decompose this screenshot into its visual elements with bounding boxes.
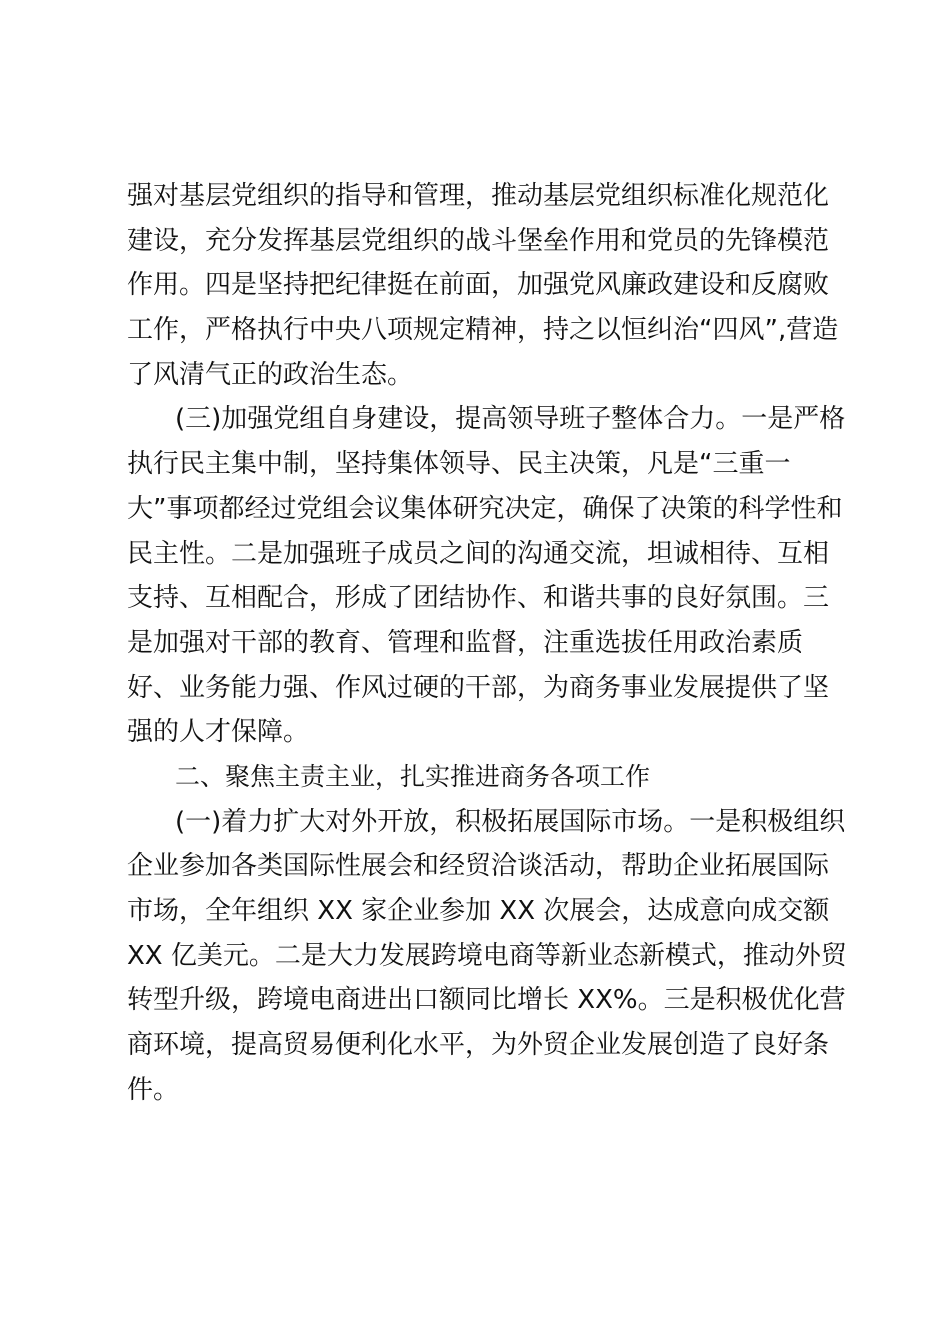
text-line: (三)加强党组自身建设，提高领导班子整体合力。一是严格 — [175, 404, 846, 435]
text-line: 企业参加各类国际性展会和经贸洽谈活动，帮助企业拓展国际 — [127, 851, 830, 882]
text-line: 作用。四是坚持把纪律挺在前面，加强党风廉政建设和反腐败 — [127, 270, 830, 301]
text-line: 建设，充分发挥基层党组织的战斗堡垒作用和党员的先锋模范 — [127, 225, 830, 256]
text-line: 工作，严格执行中央八项规定精神，持之以恒纠治“四风”,营造 — [127, 315, 839, 346]
text-line: 强对基层党组织的指导和管理，推动基层党组织标准化规范化 — [127, 181, 830, 211]
text-line: 强的人才保障。 — [127, 717, 310, 748]
text-line: 民主性。二是加强班子成员之间的沟通交流，坦诚相待、互相 — [127, 538, 830, 569]
text-line: 执行民主集中制，坚持集体领导、民主决策，凡是“三重一 — [127, 449, 791, 480]
document-body — [127, 174, 847, 1112]
section-heading: 二、聚焦主责主业，扎实推进商务各项工作 — [175, 761, 651, 791]
text-line: 好、业务能力强、作风过硬的干部，为商务事业发展提供了坚 — [127, 672, 830, 703]
text-line: 转型升级，跨境电商进出口额同比增长 XX%。三是积极优化营 — [127, 985, 846, 1016]
text-line: 了风清气正的政治生态。 — [127, 359, 414, 390]
text-line: XX 亿美元。二是大力发展跨境电商等新业态新模式，推动外贸 — [127, 940, 847, 971]
text-line: 支持、互相配合，形成了团结协作、和谐共事的良好氛围。三 — [127, 583, 830, 614]
text-line: 是加强对干部的教育、管理和监督，注重选拔任用政治素质 — [127, 627, 804, 658]
text-line: 大”事项都经过党组会议集体研究决定，确保了决策的科学性和 — [127, 493, 843, 524]
text-line: 市场，全年组织 XX 家企业参加 XX 次展会，达成意向成交额 — [127, 896, 830, 926]
text-line: (一)着力扩大对外开放，积极拓展国际市场。一是积极组织 — [175, 806, 846, 837]
text-line: 件。 — [127, 1074, 180, 1105]
text-line: 商环境，提高贸易便利化水平，为外贸企业发展创造了良好条 — [127, 1030, 830, 1061]
